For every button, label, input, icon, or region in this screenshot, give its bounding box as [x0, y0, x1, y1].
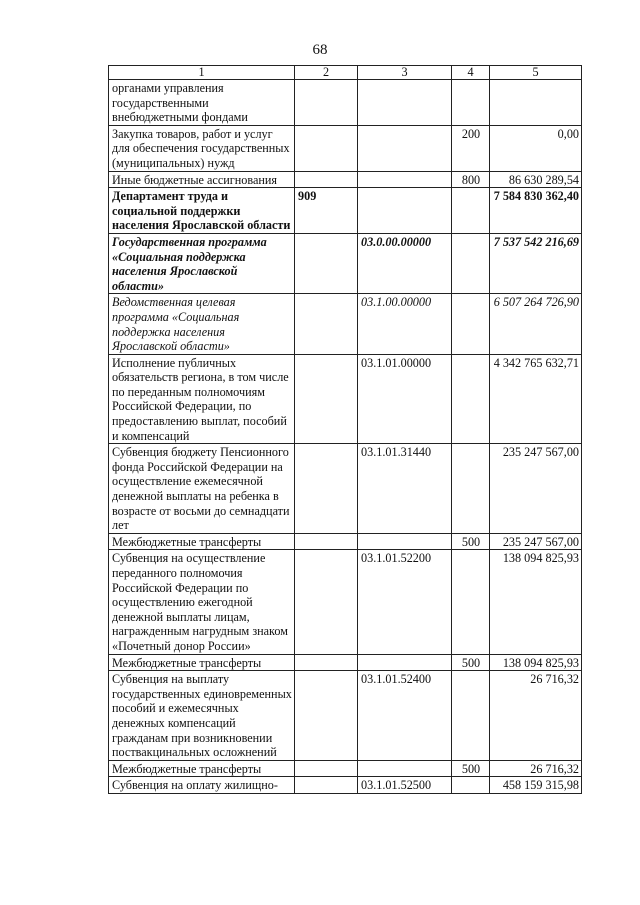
row-amount-cell: 7 537 542 216,69 [490, 233, 582, 293]
table-row [109, 671, 582, 761]
row-department-cell [295, 125, 358, 171]
row-amount-cell: 4 342 765 632,71 [490, 354, 582, 444]
row-code-cell [358, 80, 452, 126]
table-row [109, 654, 582, 671]
table-row [109, 550, 582, 654]
row-name-cell: Межбюджетные трансферты [109, 654, 295, 671]
table-row [109, 188, 582, 234]
row-code-cell: 03.1.01.00000 [358, 354, 452, 444]
row-amount-cell [490, 80, 582, 126]
row-name-cell: органами управления государственными внебюджетными фондами [109, 80, 295, 126]
row-amount-cell: 0,00 [490, 125, 582, 171]
row-type-cell [452, 777, 490, 794]
table-row [109, 80, 582, 126]
row-amount-cell: 6 507 264 726,90 [490, 294, 582, 354]
row-code-cell [358, 654, 452, 671]
table-row [109, 777, 582, 794]
row-type-cell [452, 80, 490, 126]
row-name-cell: Межбюджетные трансферты [109, 760, 295, 777]
row-department-cell [295, 171, 358, 188]
row-code-cell: 03.1.00.00000 [358, 294, 452, 354]
table-row [109, 294, 582, 354]
row-type-cell: 500 [452, 760, 490, 777]
row-code-cell: 03.1.01.52500 [358, 777, 452, 794]
row-amount-cell: 26 716,32 [490, 671, 582, 761]
row-amount-cell: 138 094 825,93 [490, 550, 582, 654]
row-name-cell: Исполнение публичных обязательств региона, в том числе по переданным полномочиям Российской Федерации, по предоставлению выплат, пособий и компенсаций [109, 354, 295, 444]
row-type-cell [452, 233, 490, 293]
row-department-cell [295, 294, 358, 354]
row-type-cell: 500 [452, 654, 490, 671]
table-row [109, 533, 582, 550]
row-department-cell [295, 777, 358, 794]
row-name-cell: Государственная программа «Социальная поддержка населения Ярославской области» [109, 233, 295, 293]
row-amount-cell: 26 716,32 [490, 760, 582, 777]
row-department-cell [295, 444, 358, 534]
row-name-cell: Иные бюджетные ассигнования [109, 171, 295, 188]
row-type-cell: 800 [452, 171, 490, 188]
row-code-cell: 03.1.01.31440 [358, 444, 452, 534]
row-department-cell [295, 533, 358, 550]
column-header-1: 1 [109, 66, 295, 80]
table-header-row [109, 66, 582, 80]
row-name-cell: Субвенция на выплату государственных единовременных пособий и ежемесячных денежных компенсаций гражданам при возникновении поствакцинальных осложнений [109, 671, 295, 761]
table-row [109, 444, 582, 534]
table-row [109, 125, 582, 171]
row-name-cell: Межбюджетные трансферты [109, 533, 295, 550]
column-header-4: 4 [452, 66, 490, 80]
column-header-5: 5 [490, 66, 582, 80]
row-department-cell [295, 654, 358, 671]
table-row [109, 233, 582, 293]
row-amount-cell: 235 247 567,00 [490, 533, 582, 550]
row-department-cell [295, 550, 358, 654]
row-type-cell [452, 671, 490, 761]
row-name-cell: Департамент труда и социальной поддержки населения Ярославской области [109, 188, 295, 234]
column-header-2: 2 [295, 66, 358, 80]
row-code-cell [358, 760, 452, 777]
row-department-cell [295, 354, 358, 444]
row-department-cell: 909 [295, 188, 358, 234]
row-code-cell: 03.0.00.00000 [358, 233, 452, 293]
row-department-cell [295, 80, 358, 126]
row-department-cell [295, 233, 358, 293]
table-row [109, 760, 582, 777]
row-code-cell: 03.1.01.52200 [358, 550, 452, 654]
row-code-cell [358, 533, 452, 550]
row-name-cell: Субвенция на оплату жилищно- [109, 777, 295, 794]
page-number: 68 [312, 42, 328, 58]
row-type-cell: 500 [452, 533, 490, 550]
row-amount-cell: 7 584 830 362,40 [490, 188, 582, 234]
row-code-cell [358, 125, 452, 171]
row-type-cell [452, 294, 490, 354]
row-department-cell [295, 671, 358, 761]
row-department-cell [295, 760, 358, 777]
table-row [109, 354, 582, 444]
budget-table [108, 65, 582, 794]
row-code-cell: 03.1.01.52400 [358, 671, 452, 761]
row-type-cell [452, 550, 490, 654]
row-name-cell: Субвенция бюджету Пенсионного фонда Российской Федерации на осуществление ежемесячной денежной выплаты на ребенка в возрасте от восьми до семнадцати лет [109, 444, 295, 534]
column-header-3: 3 [358, 66, 452, 80]
row-amount-cell: 235 247 567,00 [490, 444, 582, 534]
row-amount-cell: 138 094 825,93 [490, 654, 582, 671]
row-name-cell: Закупка товаров, работ и услуг для обеспечения государственных (муниципальных) нужд [109, 125, 295, 171]
row-amount-cell: 458 159 315,98 [490, 777, 582, 794]
row-type-cell [452, 354, 490, 444]
row-code-cell [358, 188, 452, 234]
row-code-cell [358, 171, 452, 188]
row-type-cell [452, 444, 490, 534]
row-name-cell: Ведомственная целевая программа «Социальная поддержка населения Ярославской области» [109, 294, 295, 354]
row-name-cell: Субвенция на осуществление переданного полномочия Российской Федерации по осуществлению ежегодной денежной выплаты лицам, награжденным нагрудным знаком «Почетный донор России» [109, 550, 295, 654]
table-row [109, 171, 582, 188]
row-type-cell [452, 188, 490, 234]
row-amount-cell: 86 630 289,54 [490, 171, 582, 188]
row-type-cell: 200 [452, 125, 490, 171]
